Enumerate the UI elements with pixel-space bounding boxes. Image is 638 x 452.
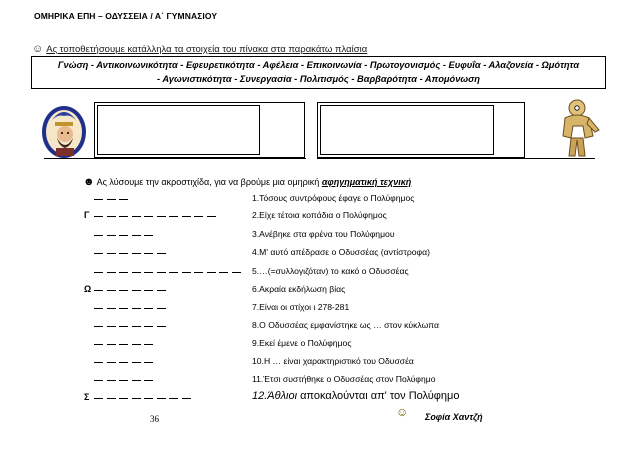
letter-blank[interactable] bbox=[182, 398, 191, 399]
letter-blank[interactable] bbox=[94, 308, 103, 309]
acrostic-intro-text: Ας λύσουμε την ακροστιχίδα, για να βρούμε μια ομηρική bbox=[96, 177, 320, 187]
letter-blank[interactable] bbox=[182, 216, 191, 217]
letter-blank[interactable] bbox=[144, 308, 153, 309]
letter-blank[interactable] bbox=[132, 216, 141, 217]
qualities-line-2: - Αγωνιστικότητα - Συνεργασία - Πολιτισμός - Βαρβαρότητα - Απομόνωση bbox=[157, 73, 480, 84]
letter-blank[interactable] bbox=[107, 216, 116, 217]
letter-blank[interactable] bbox=[194, 272, 203, 273]
clue-italic: 12.Άθλιοι bbox=[252, 390, 298, 402]
acrostic-letter: Γ bbox=[84, 210, 90, 220]
qualities-box bbox=[31, 56, 606, 89]
clue-text bbox=[252, 229, 395, 239]
letter-blank[interactable] bbox=[144, 253, 153, 254]
author-name: Σοφία Χαντζή bbox=[425, 412, 483, 422]
clue-text bbox=[252, 193, 414, 203]
answer-box-left[interactable] bbox=[94, 102, 305, 158]
underline-right bbox=[317, 158, 595, 159]
letter-blank[interactable] bbox=[107, 326, 116, 327]
letter-blank[interactable] bbox=[119, 308, 128, 309]
letter-blank[interactable] bbox=[132, 326, 141, 327]
letter-blank[interactable] bbox=[94, 216, 103, 217]
smiley-icon: ☺ bbox=[32, 43, 44, 55]
acrostic-intro-technique: αφηγηματική τεχνική bbox=[321, 177, 412, 187]
letter-blank[interactable] bbox=[157, 272, 166, 273]
letter-blank[interactable] bbox=[194, 216, 203, 217]
acrostic-row bbox=[84, 247, 494, 261]
acrostic-letter: Σ bbox=[84, 392, 90, 402]
letter-blank[interactable] bbox=[119, 235, 128, 236]
acrostic-row bbox=[84, 320, 494, 334]
acrostic-row bbox=[84, 392, 494, 406]
letter-blank[interactable] bbox=[157, 216, 166, 217]
clue-text bbox=[252, 320, 439, 330]
letter-blank[interactable] bbox=[119, 216, 128, 217]
clue-body: 11.Έτσι συστήθηκε ο Οδυσσέας στον Πολύφημο bbox=[252, 374, 436, 384]
clue-text bbox=[252, 247, 430, 257]
letter-blank[interactable] bbox=[157, 253, 166, 254]
letter-blank[interactable] bbox=[107, 362, 116, 363]
letter-blank[interactable] bbox=[132, 398, 141, 399]
letter-blank[interactable] bbox=[144, 290, 153, 291]
acrostic-letter: Ω bbox=[84, 284, 92, 294]
letter-blank[interactable] bbox=[119, 199, 128, 200]
instruction-text: Ας τοποθετήσουμε κατάλληλα τα στοιχεία του πίνακα στα παρακάτω πλαίσια bbox=[46, 44, 368, 55]
letter-blank[interactable] bbox=[94, 326, 103, 327]
letter-blank[interactable] bbox=[144, 272, 153, 273]
letter-blank[interactable] bbox=[144, 344, 153, 345]
clue-body: 8.Ο Οδυσσέας εμφανίστηκε ως … στον κύκλωπα bbox=[252, 320, 439, 330]
letter-blank[interactable] bbox=[232, 272, 241, 273]
letter-blank[interactable] bbox=[144, 216, 153, 217]
letter-blank[interactable] bbox=[132, 362, 141, 363]
letter-blank[interactable] bbox=[107, 398, 116, 399]
clue-text bbox=[252, 356, 414, 366]
letter-blank[interactable] bbox=[107, 344, 116, 345]
cyclops-illustration bbox=[555, 96, 603, 160]
clue-body: 9.Εκεί έμενε ο Πολύφημος bbox=[252, 338, 352, 348]
letter-blank[interactable] bbox=[219, 272, 228, 273]
letter-blank[interactable] bbox=[107, 308, 116, 309]
answer-box-right[interactable] bbox=[317, 102, 525, 158]
qualities-line-1: Γνώση - Αντικοινωνικότητα - Εφευρετικότητα - Αφέλεια - Επικοινωνία - Πρωτογονισμός - Ευφυΐα - Αλαζονεία - Ωμότητα bbox=[57, 60, 580, 70]
clue-body: 7.Είναι οι στίχοι ι 278-281 bbox=[252, 302, 350, 312]
acrostic-row bbox=[84, 193, 494, 207]
letter-blank[interactable] bbox=[157, 308, 166, 309]
clue-body: 6.Ακραία εκδήλωση βίας bbox=[252, 284, 346, 294]
clue-text bbox=[252, 302, 349, 312]
acrostic-row bbox=[84, 210, 494, 224]
letter-blank[interactable] bbox=[169, 216, 178, 217]
underline-left bbox=[44, 158, 306, 159]
letter-blank[interactable] bbox=[107, 380, 116, 381]
letter-blank[interactable] bbox=[119, 326, 128, 327]
letter-blank[interactable] bbox=[94, 199, 103, 200]
clue-text bbox=[252, 284, 345, 294]
acrostic-row bbox=[84, 302, 494, 316]
letter-blank[interactable] bbox=[107, 253, 116, 254]
odysseus-illustration bbox=[38, 100, 92, 160]
letter-blank[interactable] bbox=[132, 290, 141, 291]
letter-blank[interactable] bbox=[132, 380, 141, 381]
letter-blank[interactable] bbox=[144, 380, 153, 381]
instruction bbox=[32, 43, 367, 55]
letter-blank[interactable] bbox=[144, 326, 153, 327]
letter-blank[interactable] bbox=[132, 272, 141, 273]
clue-body: 2.Είχε τέτοια κοπάδια ο Πολύφημος bbox=[252, 210, 387, 220]
letter-blank[interactable] bbox=[132, 344, 141, 345]
clue-text bbox=[252, 266, 409, 276]
clue-body: 10.Η … είναι χαρακτηριστικό του Οδυσσέα bbox=[252, 356, 414, 366]
letter-blank[interactable] bbox=[132, 253, 141, 254]
letter-blank[interactable] bbox=[119, 362, 128, 363]
letter-blank[interactable] bbox=[94, 272, 103, 273]
letter-blank[interactable] bbox=[107, 290, 116, 291]
letter-blank[interactable] bbox=[119, 272, 128, 273]
smiley-icon: ☻ bbox=[83, 176, 95, 188]
clue-body: αποκαλούνται απ' τον Πολύφημο bbox=[297, 390, 460, 402]
letter-blank[interactable] bbox=[94, 398, 103, 399]
letter-blank[interactable] bbox=[107, 235, 116, 236]
letter-blank[interactable] bbox=[132, 308, 141, 309]
acrostic-row bbox=[84, 356, 494, 370]
smiley-icon: ☺ bbox=[396, 405, 409, 419]
letter-blank[interactable] bbox=[169, 398, 178, 399]
letter-blank[interactable] bbox=[94, 344, 103, 345]
page-number: 36 bbox=[150, 414, 159, 424]
letter-blank[interactable] bbox=[144, 398, 153, 399]
letter-blank[interactable] bbox=[207, 272, 216, 273]
letter-blank[interactable] bbox=[157, 290, 166, 291]
letter-blank[interactable] bbox=[107, 272, 116, 273]
acrostic-row bbox=[84, 266, 494, 280]
letter-blank[interactable] bbox=[94, 362, 103, 363]
clue-text bbox=[252, 210, 387, 220]
clue-text bbox=[252, 390, 460, 402]
letter-blank[interactable] bbox=[94, 380, 103, 381]
acrostic-row bbox=[84, 284, 494, 298]
clue-body: 1.Τόσους συντρόφους έφαγε ο Πολύφημος bbox=[252, 193, 415, 203]
letter-blank[interactable] bbox=[94, 235, 103, 236]
acrostic-row bbox=[84, 229, 494, 243]
letter-blank[interactable] bbox=[207, 216, 216, 217]
letter-blank[interactable] bbox=[132, 235, 141, 236]
letter-blank[interactable] bbox=[144, 362, 153, 363]
letter-blank[interactable] bbox=[107, 199, 116, 200]
letter-blank[interactable] bbox=[157, 326, 166, 327]
letter-blank[interactable] bbox=[119, 344, 128, 345]
clue-text bbox=[252, 374, 436, 384]
acrostic-intro bbox=[83, 176, 411, 188]
letter-blank[interactable] bbox=[119, 398, 128, 399]
letter-blank[interactable] bbox=[119, 380, 128, 381]
letter-blank[interactable] bbox=[169, 272, 178, 273]
clue-text bbox=[252, 338, 351, 348]
letter-blank[interactable] bbox=[157, 398, 166, 399]
letter-blank[interactable] bbox=[119, 290, 128, 291]
letter-blank[interactable] bbox=[182, 272, 191, 273]
clue-body: 5.…(=συλλογιζόταν) το κακό ο Οδυσσέας bbox=[252, 266, 409, 276]
letter-blank[interactable] bbox=[94, 253, 103, 254]
acrostic-row bbox=[84, 338, 494, 352]
document-header: ΟΜΗΡΙΚΑ ΕΠΗ – ΟΔΥΣΣΕΙΑ / Α΄ ΓΥΜΝΑΣΙΟΥ bbox=[34, 11, 218, 21]
letter-blank[interactable] bbox=[119, 253, 128, 254]
clue-body: 3.Ανέβηκε στα φρένα του Πολύφημου bbox=[252, 229, 395, 239]
letter-blank[interactable] bbox=[144, 235, 153, 236]
clue-body: 4.Μ' αυτό απέδρασε ο Οδυσσέας (αντίστροφα) bbox=[252, 247, 430, 257]
acrostic-row bbox=[84, 374, 494, 388]
letter-blank[interactable] bbox=[94, 290, 103, 291]
